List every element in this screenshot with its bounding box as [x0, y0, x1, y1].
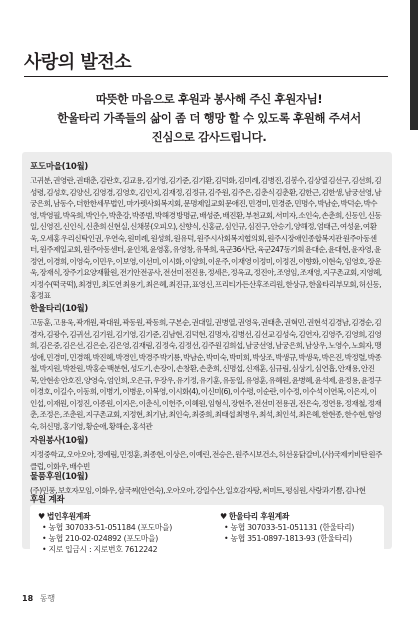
donor-names: 지정중학교, 오아오아, 정예림, 민정훈, 최종현, 이상은, 이예린, 전승은, 원주시보건소, 허선웅닭갈비, (사)국제키비탄 원주클럽, 이화우, 배수빈 [30, 450, 382, 471]
account-line: 농협 351-0897-1813-93 (한울타리) [230, 534, 352, 543]
account-line: 농협 210-02-024892 (포도마을) [48, 534, 159, 543]
title-row [24, 48, 388, 78]
heart-icon: ♥ [38, 512, 45, 521]
account-corporate: ♥ 법인후원계좌 • 농협 307033-51-051184 (포도마을) • 농협 210-02-024892 (포도마을) • 지로 입금시 : 지로번호 7612242 [38, 512, 172, 554]
section-title: 자원봉사(10월) [30, 436, 88, 446]
magazine-name: 동행 [39, 594, 56, 603]
donor-names: (주)민풍, 보호자모임, 이화우, 삼국찌(안연숙), 오아오아, 강일수산, 일호감자탕, 써미트, 평심원, 사랑과기쁨, 김나현 [30, 486, 366, 495]
donor-box [22, 152, 392, 554]
account-line: 농협 307033-51-051131 (한울타리) [230, 523, 354, 532]
heart-icon: ♥ [220, 512, 227, 521]
section-title: 한울타리(10월) [30, 304, 88, 314]
intro-line: 진심으로 감사드립니다. [151, 130, 267, 144]
section-title: 포도마을(10월) [30, 162, 88, 172]
accounts-title: 후원 계좌 [30, 495, 65, 505]
account-line: 농협 307033-51-051184 (포도마을) [48, 523, 172, 532]
intro-line: 한울타리 가족들의 삶이 좀 더 행망 할 수 있도록 후원해 주셔서 [57, 111, 361, 125]
section-hanultari [30, 302, 382, 432]
page-number: 18 [22, 594, 34, 603]
section-volunteer [30, 434, 382, 472]
intro-line: 따뜻한 마음으로 후원과 봉사해 주신 후원자님! [95, 92, 323, 106]
section-podo-village [30, 160, 382, 302]
edge-tab [410, 0, 418, 130]
donor-names: 고동훈, 고용욱, 곽개원, 곽대원, 곽동원, 곽동희, 구본순, 권대일, 권병열, 권영욱, 권태춘, 권혁민, 권현석 김경남, 김경순, 김경자, 김광수, 김귀선, 김기원, 김기영, 김기준, 김남현, 김덕현, 김명자, 김병선, 김선교 김성숙, 김연자, 김영주, 김영희, 김영희, 김은중, 김은선, 김은순, 김은영, 김재림, 김정숙, 김정선, 김주원 김희섭, 남궁선영, 남궁은희, 남상우, 노영수, 노회자, 맹성애, 민경미, 민경해, 박진혜, 박경인, 박경주 박기룡, 박남순, 박미숙, 박미희, 박상조, 박생규, 박생욱, 박은진, 박정렬, 박종철, 박지원, 박찬원, 박홍순 백분현, 성도기, 손장이, 손창환, 손춘희, 신명섭, 신재훈, 심규림, 심상기, 심연흡, 안재용, 안진묵, 안현송 안호진, 양영숙, 엄인희, 오은규, 우장우, 유기정, 유기훈, 유동일, 유영훈, 유혜원, 윤병혜, 윤석제, 윤정용, 윤정구 이경호, 이길수, 이동희, 이병기, 이병운, 이복영, 이시화(4), 이신미(6), 이수령, 이순란, 이수정, 이수석 이연복, 이은지, 이인섭, 이재원, 이정진, 이종원, 이지은, 이춘식, 이헌주, 이혜원, 임형식, 장현주, 전선미 전용권, 전은숙, 정연용, 정재철, 정재춘, 조정은, 조춘원, 지구촌교회, 지정현, 최기남, 최인숙, 최중희, 최태섭 최병우, 최석, 최인석, 최은혜, 한현종, 한수현, 함영숙, 허신명, 홍기영, 황순애, 황해순, 홍석관 [30, 318, 382, 431]
donor-names: 고귀분, 권영란, 권태춘, 김란호, 김교용, 김기영, 김기준, 김기환, 김덕화, 김미례, 김병진, 김봉수, 김상열 김선구, 김선희, 김성령, 김성호, 김양신, 김영경, 김영호, 김인지, 김재정, 김정규, 김주원, 김주은, 김춘식 김춘환, 김한근, 김한생, 남궁선영, 남궁은희, 남동수, 더한한세무법인, 마가렛사회복지회, 문명제일교회 문애진, 민경미, 민경준, 민명수, 박남순, 박덕순, 박수영, 박영필, 박옥희, 박인수, 박춘강, 박종범, 박해경 방명균, 배성준, 배진환, 부천교회, 서미자, 소인숙, 손춘희, 신동인, 신동일, 신영진, 신인식, 신춘희 신현실, 신채봉(오피오), 신향식, 신홍균, 심인규, 심진구, 안승기, 양해정, 엄태근, 여성윤, 여환욱, 오세홍 우리신탁인권, 우연숙, 원미례, 원성희, 원유덕, 원주시사회복지협의회, 원주시장애인종합복지관 원주아동센터, 원주제일교회, 원주아동센터, 윤인채, 윤영홍, 유영창, 유복희, 육군36사단, 육군247동기회 윤대순, 윤대현, 윤자영, 윤정연, 이경희, 이영숙, 이민우, 이보영, 이선미, 이시화, 이양희, 이운주, 이재영 이정미, 이정진, 이향화, 이현숙, 임영호, 장운욱, 장재식, 장주기요양재활원, 전기안전공사, 전선미 전진용, 정세은, 정옥교, 정진아, 조영임, 조재영, 지구촌교회, 지영헤, 지정수(떡국떡), 최경민, 최도연 최용기, 최은혜, 최진규, 표영신, 프리티가든산후조리원, 한상규, 한울타리부모회, 허신동, 홍정표 [30, 176, 382, 300]
page-footer [22, 593, 55, 604]
accounts-panel [30, 505, 384, 557]
account-heading: 법인후원계좌 [46, 512, 91, 521]
title-rule [24, 76, 388, 77]
section-title: 물품후원(10월) [30, 472, 88, 482]
intro-message [40, 90, 378, 147]
page-title: 사랑의 발전소 [24, 52, 132, 73]
account-hanultari: ♥ 한울타리 후원계좌 • 농협 307033-51-051131 (한울타리) • 농협 351-0897-1813-93 (한울타리) [220, 512, 354, 543]
account-heading: 한울타리 후원계좌 [228, 512, 290, 521]
account-line: 지로 입금시 : 지로번호 7612242 [48, 545, 158, 554]
